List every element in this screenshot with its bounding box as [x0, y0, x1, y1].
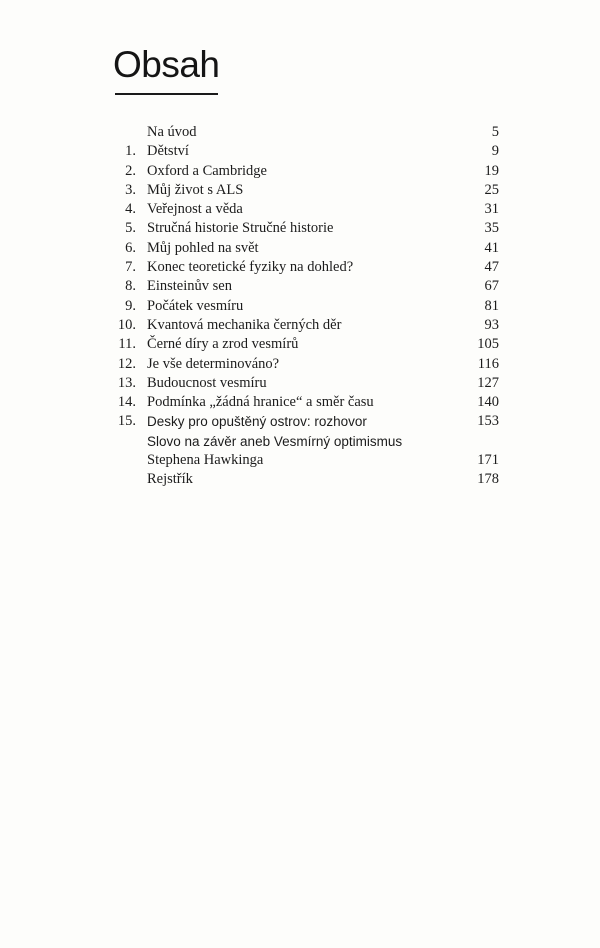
page-number: 178	[477, 471, 499, 488]
page-number: 19	[484, 162, 499, 179]
chapter-title: Počátek vesmíru	[147, 297, 244, 314]
chapter-number: 6.	[125, 239, 136, 256]
chapter-title: Je vše determinováno?	[147, 355, 280, 372]
chapter-title: Na úvod	[147, 124, 197, 140]
toc-entry	[0, 393, 600, 412]
toc-entry	[0, 355, 600, 374]
chapter-number: 4.	[125, 201, 136, 218]
chapter-title: Můj pohled na svět	[147, 239, 259, 256]
page-number: 25	[484, 181, 499, 198]
page-number: 127	[477, 374, 499, 391]
toc-entry	[0, 200, 600, 219]
toc-entry	[0, 239, 600, 258]
chapter-title: Veřejnost a věda	[147, 201, 243, 218]
chapter-number: 8.	[125, 278, 136, 295]
page-number: 81	[484, 297, 499, 314]
chapter-title: Kvantová mechanika černých děr	[147, 316, 342, 333]
chapter-title: Černé díry a zrod vesmírů	[147, 336, 299, 353]
page-number: 105	[477, 336, 499, 353]
toc-entry	[0, 123, 600, 142]
chapter-number: 1.	[125, 143, 136, 160]
toc-entry	[0, 470, 600, 489]
page-number: 93	[484, 316, 499, 333]
toc-entry	[0, 335, 600, 354]
chapter-title: Dětství	[147, 143, 189, 160]
page-number: 31	[484, 201, 499, 218]
chapter-number: 3.	[125, 181, 136, 198]
toc-entry	[0, 162, 600, 181]
chapter-number: 11.	[118, 336, 136, 353]
toc-entry	[0, 432, 600, 451]
page-title: Obsah	[113, 44, 220, 85]
title-underline	[115, 93, 218, 95]
chapter-number: 9.	[125, 297, 136, 314]
page-number: 35	[484, 220, 499, 237]
page-number: 67	[484, 278, 499, 295]
chapter-number: 10.	[117, 316, 136, 333]
toc-entry	[0, 277, 600, 296]
page-number: 116	[477, 355, 499, 372]
chapter-number: 12.	[117, 355, 136, 372]
toc-entry	[0, 142, 600, 161]
chapter-title: Můj život s ALS	[147, 181, 244, 198]
chapter-title: Oxford a Cambridge	[147, 162, 267, 179]
page-number: 153	[477, 413, 499, 430]
toc-entry	[0, 181, 600, 200]
chapter-title: Rejstřík	[147, 471, 193, 488]
toc-entry	[0, 316, 600, 335]
page-number: 140	[477, 394, 499, 411]
chapter-title: Podmínka „žádná hranice“ a směr času	[147, 394, 374, 411]
chapter-number: 13.	[117, 374, 136, 391]
chapter-number: 7.	[125, 259, 136, 276]
toc-entry	[0, 412, 600, 431]
chapter-title: Einsteinův sen	[147, 278, 232, 295]
chapter-title: Stephena Hawkinga	[147, 452, 264, 469]
toc-entry	[0, 297, 600, 316]
chapter-title: Stručná historie Stručné historie	[147, 220, 334, 237]
chapter-title: Desky pro opuštěný ostrov: rozhovor	[147, 414, 367, 430]
page-number: 171	[477, 452, 499, 469]
toc-entry	[0, 374, 600, 393]
page-number: 47	[484, 259, 499, 276]
chapter-number: 14.	[117, 394, 136, 411]
toc-entry	[0, 219, 600, 238]
chapter-title: Budoucnost vesmíru	[147, 374, 267, 391]
chapter-number: 2.	[125, 162, 136, 179]
chapter-number: 5.	[125, 220, 136, 237]
toc-entry	[0, 258, 600, 277]
page-number: 9	[491, 143, 499, 160]
toc-entry	[0, 451, 600, 470]
chapter-number: 15.	[117, 413, 136, 430]
chapter-title: Konec teoretické fyziky na dohled?	[147, 259, 354, 276]
chapter-title: Slovo na závěr aneb Vesmírný optimismus	[147, 433, 403, 449]
table-of-contents	[0, 123, 600, 490]
page-number: 5	[491, 124, 499, 140]
page-number: 41	[484, 239, 499, 256]
